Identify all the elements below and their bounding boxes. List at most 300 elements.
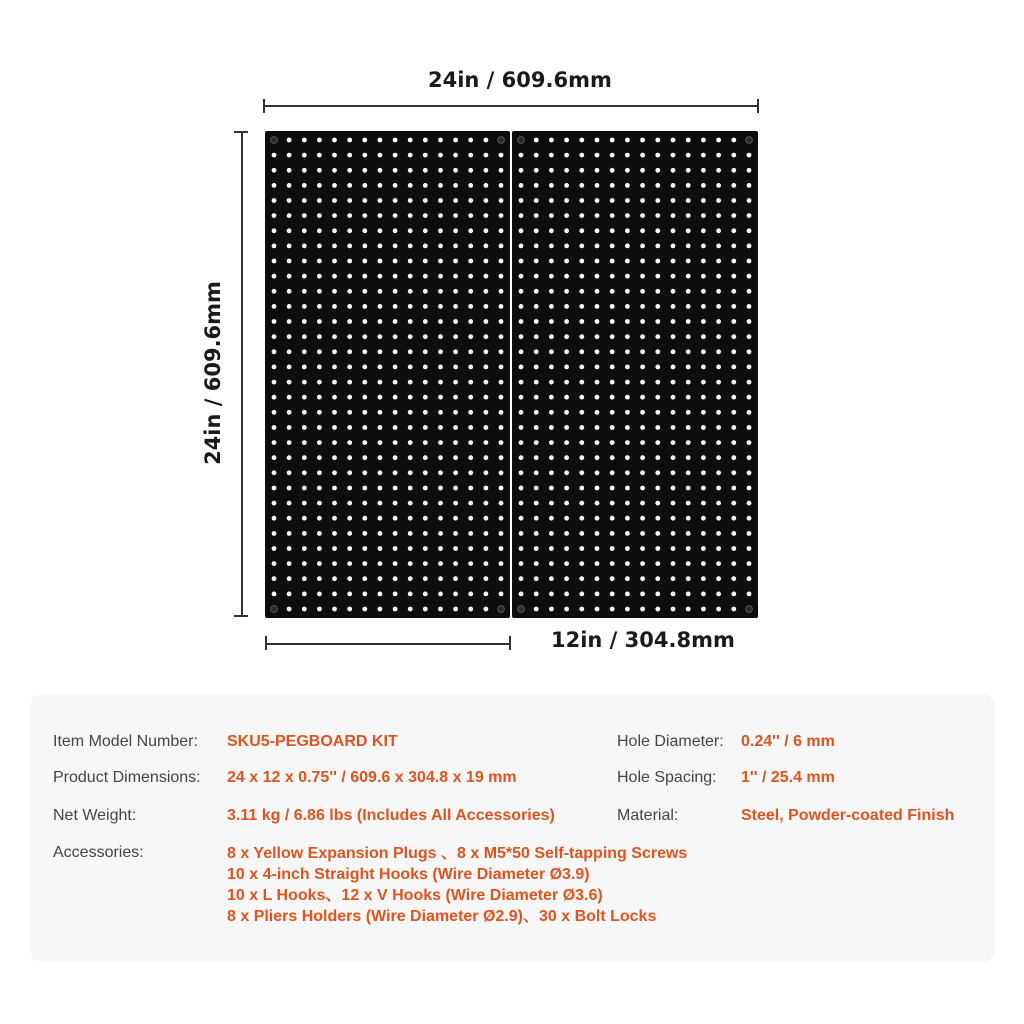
peg-hole [378, 213, 383, 218]
peg-hole [731, 274, 736, 279]
peg-hole [393, 455, 398, 460]
peg-hole [579, 334, 584, 339]
peg-hole [686, 289, 691, 294]
peg-hole [423, 153, 428, 158]
peg-hole [655, 334, 660, 339]
peg-hole [272, 183, 277, 188]
peg-hole [655, 470, 660, 475]
peg-hole [423, 319, 428, 324]
peg-hole [453, 274, 458, 279]
peg-hole [671, 470, 676, 475]
peg-hole [701, 501, 706, 506]
peg-hole [438, 501, 443, 506]
peg-hole [640, 607, 645, 612]
peg-hole [468, 592, 473, 597]
panel-width-tick-right [509, 636, 511, 650]
peg-hole [610, 153, 615, 158]
peg-hole [484, 168, 489, 173]
peg-hole [423, 470, 428, 475]
peg-hole [423, 259, 428, 264]
total-height-tick-bottom [234, 615, 248, 617]
peg-hole [272, 259, 277, 264]
peg-hole [347, 410, 352, 415]
peg-hole [549, 349, 554, 354]
peg-hole [362, 304, 367, 309]
panel-width-line [266, 643, 510, 645]
peg-hole [362, 516, 367, 521]
peg-hole [655, 425, 660, 430]
peg-hole [468, 395, 473, 400]
peg-hole [347, 153, 352, 158]
peg-hole [579, 319, 584, 324]
peg-hole [731, 561, 736, 566]
peg-hole [625, 365, 630, 370]
peg-hole [671, 546, 676, 551]
peg-hole [362, 213, 367, 218]
peg-hole [686, 607, 691, 612]
peg-hole [378, 592, 383, 597]
peg-hole [519, 410, 524, 415]
peg-hole [499, 213, 504, 218]
peg-hole [595, 153, 600, 158]
peg-hole [484, 470, 489, 475]
peg-hole [731, 380, 736, 385]
peg-hole [716, 410, 721, 415]
peg-hole [701, 259, 706, 264]
peg-hole [287, 334, 292, 339]
peg-hole [453, 183, 458, 188]
peg-hole [453, 455, 458, 460]
peg-hole [468, 455, 473, 460]
peg-hole [731, 198, 736, 203]
peg-hole [534, 304, 539, 309]
peg-hole [408, 425, 413, 430]
peg-hole [595, 259, 600, 264]
peg-hole [564, 365, 569, 370]
peg-hole [579, 592, 584, 597]
peg-hole [378, 576, 383, 581]
peg-hole [716, 244, 721, 249]
peg-hole [655, 304, 660, 309]
peg-hole [393, 486, 398, 491]
peg-hole [499, 334, 504, 339]
peg-hole [423, 455, 428, 460]
peg-hole [438, 470, 443, 475]
peg-hole [378, 244, 383, 249]
peg-hole [625, 561, 630, 566]
peg-hole [519, 546, 524, 551]
peg-hole [701, 531, 706, 536]
peg-hole [519, 183, 524, 188]
peg-hole [701, 274, 706, 279]
peg-hole [534, 410, 539, 415]
peg-hole [453, 546, 458, 551]
peg-hole [362, 607, 367, 612]
peg-hole [655, 198, 660, 203]
peg-hole [362, 501, 367, 506]
peg-hole [595, 168, 600, 173]
peg-hole [671, 395, 676, 400]
peg-hole [484, 319, 489, 324]
peg-hole [655, 244, 660, 249]
peg-hole [317, 319, 322, 324]
peg-hole [347, 395, 352, 400]
peg-hole [595, 304, 600, 309]
peg-hole [499, 501, 504, 506]
peg-hole [408, 546, 413, 551]
peg-hole [317, 592, 322, 597]
peg-hole [287, 213, 292, 218]
peg-hole [362, 334, 367, 339]
peg-hole [287, 244, 292, 249]
peg-hole [393, 531, 398, 536]
peg-hole [468, 228, 473, 233]
peg-hole [595, 425, 600, 430]
peg-hole [347, 607, 352, 612]
peg-hole [438, 168, 443, 173]
peg-hole [393, 244, 398, 249]
peg-hole [332, 228, 337, 233]
peg-hole [302, 440, 307, 445]
peg-hole [302, 470, 307, 475]
peg-hole [378, 304, 383, 309]
peg-hole [468, 213, 473, 218]
peg-hole [499, 516, 504, 521]
peg-hole [519, 259, 524, 264]
peg-hole [468, 516, 473, 521]
peg-hole [468, 274, 473, 279]
peg-hole [362, 546, 367, 551]
peg-hole [468, 198, 473, 203]
peg-hole [549, 304, 554, 309]
peg-hole [499, 395, 504, 400]
peg-hole [347, 168, 352, 173]
peg-hole [362, 425, 367, 430]
peg-hole [610, 592, 615, 597]
peg-hole [332, 244, 337, 249]
peg-hole [317, 138, 322, 143]
peg-hole [332, 153, 337, 158]
peg-hole [317, 365, 322, 370]
peg-hole [716, 334, 721, 339]
peg-hole [716, 153, 721, 158]
peg-hole [747, 228, 752, 233]
peg-hole [564, 289, 569, 294]
peg-hole [272, 425, 277, 430]
peg-hole [686, 470, 691, 475]
peg-hole [564, 501, 569, 506]
peg-hole [287, 289, 292, 294]
peg-hole [549, 319, 554, 324]
peg-hole [302, 228, 307, 233]
peg-hole [453, 410, 458, 415]
peg-hole [423, 395, 428, 400]
peg-hole [317, 440, 322, 445]
peg-hole [534, 425, 539, 430]
peg-hole [519, 440, 524, 445]
peg-hole [499, 380, 504, 385]
peg-hole [579, 274, 584, 279]
peg-hole [302, 334, 307, 339]
peg-hole [438, 319, 443, 324]
peg-hole [347, 259, 352, 264]
peg-hole [610, 138, 615, 143]
peg-hole [362, 259, 367, 264]
peg-hole [302, 531, 307, 536]
peg-hole [519, 168, 524, 173]
peg-hole [564, 380, 569, 385]
peg-hole [453, 380, 458, 385]
peg-hole [655, 410, 660, 415]
peg-hole [453, 607, 458, 612]
peg-hole [468, 138, 473, 143]
peg-hole [453, 319, 458, 324]
peg-hole [317, 395, 322, 400]
peg-hole [671, 410, 676, 415]
peg-hole [686, 380, 691, 385]
peg-hole [625, 546, 630, 551]
peg-hole [747, 395, 752, 400]
peg-hole [423, 274, 428, 279]
peg-hole [362, 274, 367, 279]
peg-hole [272, 410, 277, 415]
peg-hole [549, 168, 554, 173]
peg-hole [731, 168, 736, 173]
peg-hole [549, 138, 554, 143]
peg-hole [272, 213, 277, 218]
peg-hole [393, 138, 398, 143]
peg-hole [716, 455, 721, 460]
peg-hole [640, 501, 645, 506]
peg-hole [302, 289, 307, 294]
peg-hole [686, 576, 691, 581]
peg-hole [564, 168, 569, 173]
peg-hole [519, 244, 524, 249]
peg-hole [287, 228, 292, 233]
peg-hole [534, 395, 539, 400]
peg-hole [499, 259, 504, 264]
peg-hole [671, 501, 676, 506]
peg-hole [378, 259, 383, 264]
peg-hole [453, 349, 458, 354]
peg-hole [595, 561, 600, 566]
peg-hole [438, 576, 443, 581]
peg-hole [302, 455, 307, 460]
peg-hole [671, 455, 676, 460]
peg-hole [686, 183, 691, 188]
peg-hole [378, 349, 383, 354]
peg-hole [408, 592, 413, 597]
accessory-item: 10 x L Hooks、12 x V Hooks (Wire Diameter Ø3.6) [227, 887, 603, 904]
peg-hole [686, 304, 691, 309]
peg-hole [549, 531, 554, 536]
peg-hole [408, 198, 413, 203]
peg-hole [378, 561, 383, 566]
peg-hole [655, 183, 660, 188]
peg-hole [408, 440, 413, 445]
peg-hole [549, 153, 554, 158]
peg-hole [579, 289, 584, 294]
peg-hole [534, 561, 539, 566]
peg-hole [408, 289, 413, 294]
peg-hole [519, 592, 524, 597]
peg-hole [332, 274, 337, 279]
peg-hole [438, 440, 443, 445]
peg-hole [468, 380, 473, 385]
peg-hole [347, 455, 352, 460]
peg-hole [408, 213, 413, 218]
panel-width-label: 12in / 304.8mm [551, 628, 735, 652]
peg-hole [671, 349, 676, 354]
peg-hole [549, 576, 554, 581]
peg-hole [317, 244, 322, 249]
peg-hole [378, 334, 383, 339]
peg-hole [579, 425, 584, 430]
peg-hole [625, 380, 630, 385]
peg-hole [468, 486, 473, 491]
peg-hole [564, 546, 569, 551]
peg-hole [731, 395, 736, 400]
peg-hole [453, 395, 458, 400]
peg-hole [640, 365, 645, 370]
peg-hole [393, 198, 398, 203]
peg-hole [287, 455, 292, 460]
peg-hole [347, 319, 352, 324]
peg-hole [378, 440, 383, 445]
peg-hole [453, 531, 458, 536]
weight-value: 3.11 kg / 6.86 lbs (Includes All Accessories) [227, 807, 555, 824]
peg-hole [564, 334, 569, 339]
peg-hole [686, 486, 691, 491]
peg-hole [595, 592, 600, 597]
peg-hole [716, 289, 721, 294]
panel-width-tick-left [265, 636, 267, 650]
peg-hole [564, 213, 569, 218]
peg-hole [484, 440, 489, 445]
peg-hole [564, 259, 569, 264]
peg-hole [468, 289, 473, 294]
peg-hole [332, 546, 337, 551]
peg-hole [347, 592, 352, 597]
peg-hole [747, 244, 752, 249]
peg-hole [423, 244, 428, 249]
dimensions-key: Product Dimensions: [53, 769, 201, 786]
peg-hole [716, 486, 721, 491]
peg-hole [453, 576, 458, 581]
peg-hole [287, 395, 292, 400]
peg-hole [671, 592, 676, 597]
peg-hole [332, 349, 337, 354]
peg-hole [655, 168, 660, 173]
peg-hole [423, 349, 428, 354]
accessories-list [227, 843, 687, 927]
peg-hole [686, 138, 691, 143]
peg-hole [625, 213, 630, 218]
peg-hole [332, 395, 337, 400]
peg-hole [347, 213, 352, 218]
peg-hole [731, 425, 736, 430]
peg-hole [534, 319, 539, 324]
peg-hole [519, 561, 524, 566]
peg-hole [534, 244, 539, 249]
peg-hole [287, 501, 292, 506]
peg-hole [655, 455, 660, 460]
peg-hole [701, 213, 706, 218]
peg-hole [302, 198, 307, 203]
peg-hole [272, 228, 277, 233]
peg-hole [317, 304, 322, 309]
peg-hole [671, 274, 676, 279]
peg-hole [671, 168, 676, 173]
dimensions-value: 24 x 12 x 0.75'' / 609.6 x 304.8 x 19 mm [227, 769, 517, 786]
peg-hole [640, 304, 645, 309]
peg-hole [393, 380, 398, 385]
peg-hole [716, 198, 721, 203]
peg-hole [716, 516, 721, 521]
peg-hole [499, 425, 504, 430]
peg-hole [332, 516, 337, 521]
peg-hole [731, 470, 736, 475]
peg-hole [671, 304, 676, 309]
peg-hole [625, 274, 630, 279]
peg-hole [484, 289, 489, 294]
peg-hole [701, 168, 706, 173]
peg-hole [408, 607, 413, 612]
peg-hole [625, 168, 630, 173]
peg-hole [393, 410, 398, 415]
peg-hole [640, 546, 645, 551]
peg-hole [686, 592, 691, 597]
mounting-screw-icon [746, 606, 753, 613]
peg-hole [362, 153, 367, 158]
peg-hole [378, 531, 383, 536]
peg-hole [317, 228, 322, 233]
peg-hole [302, 213, 307, 218]
peg-hole [438, 349, 443, 354]
peg-hole [716, 470, 721, 475]
peg-hole [362, 168, 367, 173]
peg-hole [731, 546, 736, 551]
peg-hole [549, 592, 554, 597]
peg-hole [640, 334, 645, 339]
peg-hole [287, 592, 292, 597]
peg-hole [549, 607, 554, 612]
peg-hole [655, 607, 660, 612]
model-value: SKU5-PEGBOARD KIT [227, 733, 398, 750]
peg-hole [347, 516, 352, 521]
peg-hole [484, 425, 489, 430]
peg-hole [595, 334, 600, 339]
peg-hole [408, 183, 413, 188]
peg-hole [499, 561, 504, 566]
peg-hole [747, 561, 752, 566]
peg-hole [701, 244, 706, 249]
peg-hole [393, 607, 398, 612]
peg-hole [579, 349, 584, 354]
peg-hole [519, 455, 524, 460]
peg-hole [332, 592, 337, 597]
peg-hole [534, 334, 539, 339]
peg-hole [468, 440, 473, 445]
peg-hole [408, 153, 413, 158]
peg-hole [716, 425, 721, 430]
peg-hole [579, 228, 584, 233]
peg-hole [438, 455, 443, 460]
peg-hole [317, 153, 322, 158]
peg-hole [499, 168, 504, 173]
peg-hole [272, 153, 277, 158]
peg-hole [671, 576, 676, 581]
